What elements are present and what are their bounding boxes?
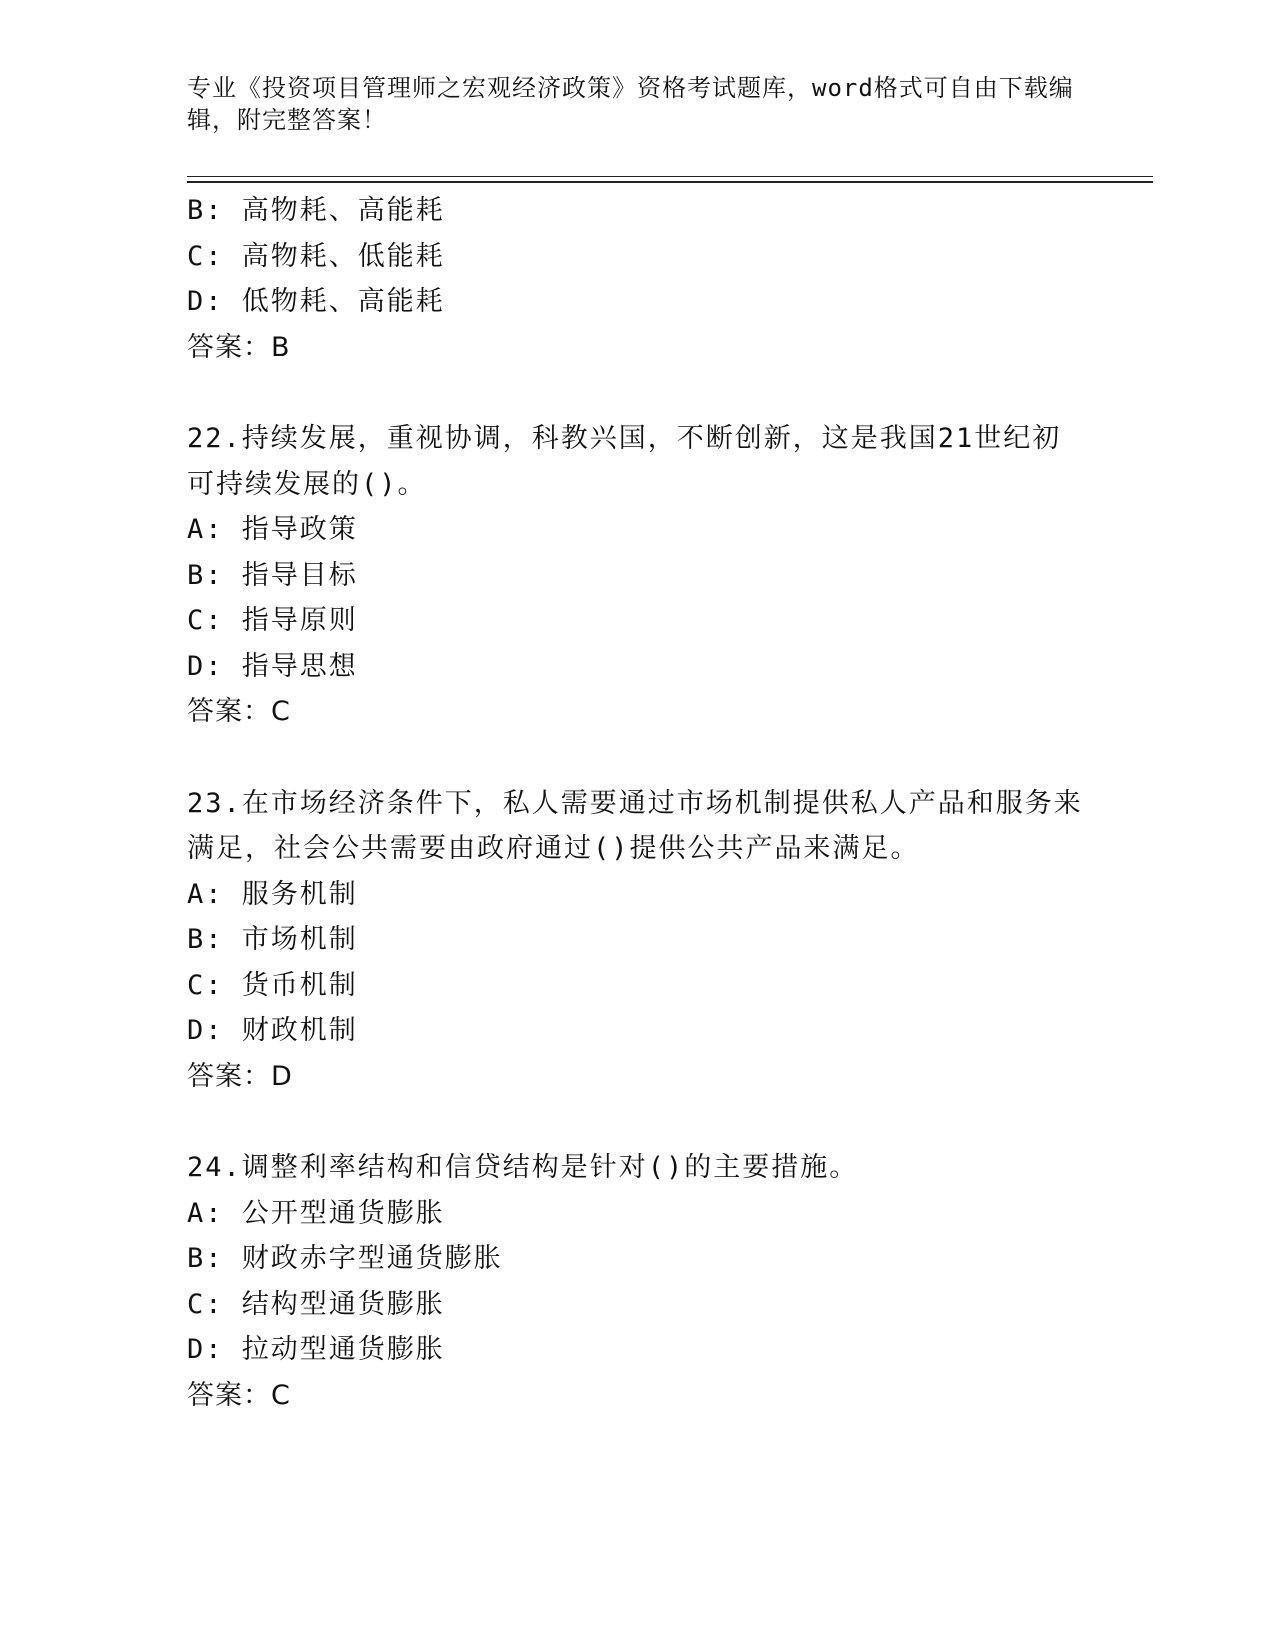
option-d: D: 低物耗、高能耗 [187,286,445,317]
answer-line: 答案：C [187,1379,291,1411]
question-stem-line-1: 22.持续发展，重视协调，科教兴国，不断创新，这是我国21世纪初 [187,423,1062,454]
spacer [187,735,1087,781]
spacer [187,1099,1087,1145]
document-header [187,72,1077,136]
option-b: B: 指导目标 [187,559,358,591]
option-c: C: 指导原则 [187,605,358,636]
question-23 [187,781,1087,1100]
question-stem-line-1: 23.在市场经济条件下，私人需要通过市场机制提供私人产品和服务来 [187,787,1083,819]
option-a: A: 公开型通货膨胀 [187,1197,445,1229]
option-b: B: 高物耗、高能耗 [187,195,445,226]
option-d: D: 指导思想 [187,650,358,682]
question-21-tail [187,188,1087,370]
question-stem-line-2: 满足，社会公共需要由政府通过()提供公共产品来满足。 [187,833,920,864]
question-list [187,188,1087,1418]
answer-line: 答案：D [187,1060,293,1092]
option-c: C: 货币机制 [187,969,358,1001]
option-c: C: 结构型通货膨胀 [187,1288,445,1320]
option-d: D: 财政机制 [187,1015,358,1046]
header-line-2: 辑，附完整答案！ [187,106,387,134]
header-divider-thin [187,176,1153,177]
option-a: A: 指导政策 [187,514,358,545]
header-line-1: 专业《投资项目管理师之宏观经济政策》资格考试题库，word格式可自由下载编 [187,74,1074,102]
header-divider-thick [187,181,1153,183]
option-a: A: 服务机制 [187,878,358,910]
option-b: B: 市场机制 [187,924,358,955]
question-stem-line-1: 24.调整利率结构和信贷结构是针对()的主要措施。 [187,1152,859,1183]
option-d: D: 拉动型通货膨胀 [187,1334,445,1365]
answer-line: 答案：B [187,331,291,363]
answer-line: 答案：C [187,696,291,727]
option-c: C: 高物耗、低能耗 [187,240,445,272]
question-stem-line-2: 可持续发展的()。 [187,468,427,500]
spacer [187,370,1087,416]
question-22 [187,416,1087,735]
option-b: B: 财政赤字型通货膨胀 [187,1243,503,1274]
question-24 [187,1145,1087,1418]
